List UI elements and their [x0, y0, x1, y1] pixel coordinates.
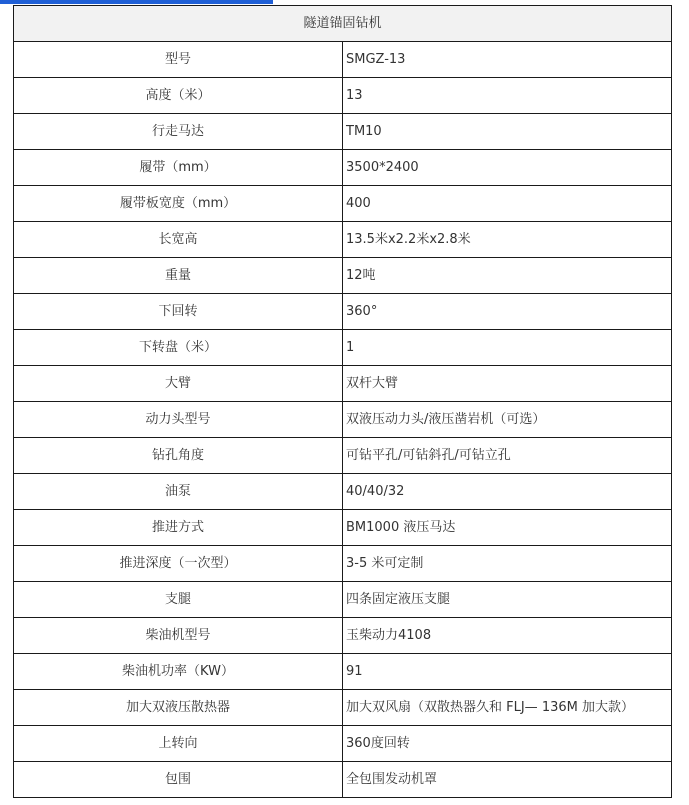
- spec-table: [13, 5, 672, 798]
- spec-value: 可钻平孔/可钻斜孔/可钻立孔: [343, 438, 672, 474]
- spec-value: 双液压动力头/液压凿岩机（可选）: [343, 402, 672, 438]
- table-row: [14, 510, 672, 546]
- spec-label: 支腿: [14, 582, 343, 618]
- spec-value: 40/40/32: [343, 474, 672, 510]
- table-row: [14, 402, 672, 438]
- table-row: [14, 582, 672, 618]
- spec-value: 3-5 米可定制: [343, 546, 672, 582]
- spec-label: 重量: [14, 258, 343, 294]
- table-row: [14, 618, 672, 654]
- spec-value: 加大双风扇（双散热器久和 FLJ— 136M 加大款）: [343, 690, 672, 726]
- spec-label: 包围: [14, 762, 343, 798]
- spec-label: 柴油机型号: [14, 618, 343, 654]
- top-accent-bar: [0, 0, 273, 4]
- table-row: [14, 150, 672, 186]
- spec-value: 1: [343, 330, 672, 366]
- table-row: [14, 42, 672, 78]
- table-row: [14, 294, 672, 330]
- spec-value: 双杆大臂: [343, 366, 672, 402]
- spec-label: 长宽高: [14, 222, 343, 258]
- table-row: [14, 186, 672, 222]
- table-header-row: [14, 6, 672, 42]
- table-row: [14, 366, 672, 402]
- spec-label: 型号: [14, 42, 343, 78]
- table-row: [14, 654, 672, 690]
- spec-value: 400: [343, 186, 672, 222]
- spec-label: 钻孔角度: [14, 438, 343, 474]
- spec-label: 下回转: [14, 294, 343, 330]
- table-row: [14, 222, 672, 258]
- spec-table-body: [14, 42, 672, 798]
- spec-label: 履带（mm）: [14, 150, 343, 186]
- table-row: [14, 258, 672, 294]
- spec-label: 履带板宽度（mm）: [14, 186, 343, 222]
- table-row: [14, 438, 672, 474]
- spec-value: 12吨: [343, 258, 672, 294]
- spec-value: 3500*2400: [343, 150, 672, 186]
- spec-value: 360度回转: [343, 726, 672, 762]
- spec-label: 高度（米）: [14, 78, 343, 114]
- spec-label: 上转向: [14, 726, 343, 762]
- spec-label: 加大双液压散热器: [14, 690, 343, 726]
- spec-value: SMGZ-13: [343, 42, 672, 78]
- spec-label: 行走马达: [14, 114, 343, 150]
- table-row: [14, 762, 672, 798]
- table-title: 隧道锚固钻机: [14, 6, 672, 42]
- table-row: [14, 474, 672, 510]
- spec-label: 油泵: [14, 474, 343, 510]
- table-row: [14, 726, 672, 762]
- spec-label: 推进深度（一次型）: [14, 546, 343, 582]
- spec-label: 柴油机功率（KW）: [14, 654, 343, 690]
- spec-value: 四条固定液压支腿: [343, 582, 672, 618]
- table-row: [14, 546, 672, 582]
- spec-value: BM1000 液压马达: [343, 510, 672, 546]
- table-row: [14, 114, 672, 150]
- table-row: [14, 690, 672, 726]
- spec-value: 13: [343, 78, 672, 114]
- table-row: [14, 330, 672, 366]
- spec-label: 大臂: [14, 366, 343, 402]
- spec-value: TM10: [343, 114, 672, 150]
- spec-label: 动力头型号: [14, 402, 343, 438]
- spec-label: 推进方式: [14, 510, 343, 546]
- spec-value: 360°: [343, 294, 672, 330]
- spec-value: 全包围发动机罩: [343, 762, 672, 798]
- table-row: [14, 78, 672, 114]
- spec-label: 下转盘（米）: [14, 330, 343, 366]
- spec-value: 玉柴动力4108: [343, 618, 672, 654]
- spec-value: 13.5米x2.2米x2.8米: [343, 222, 672, 258]
- spec-value: 91: [343, 654, 672, 690]
